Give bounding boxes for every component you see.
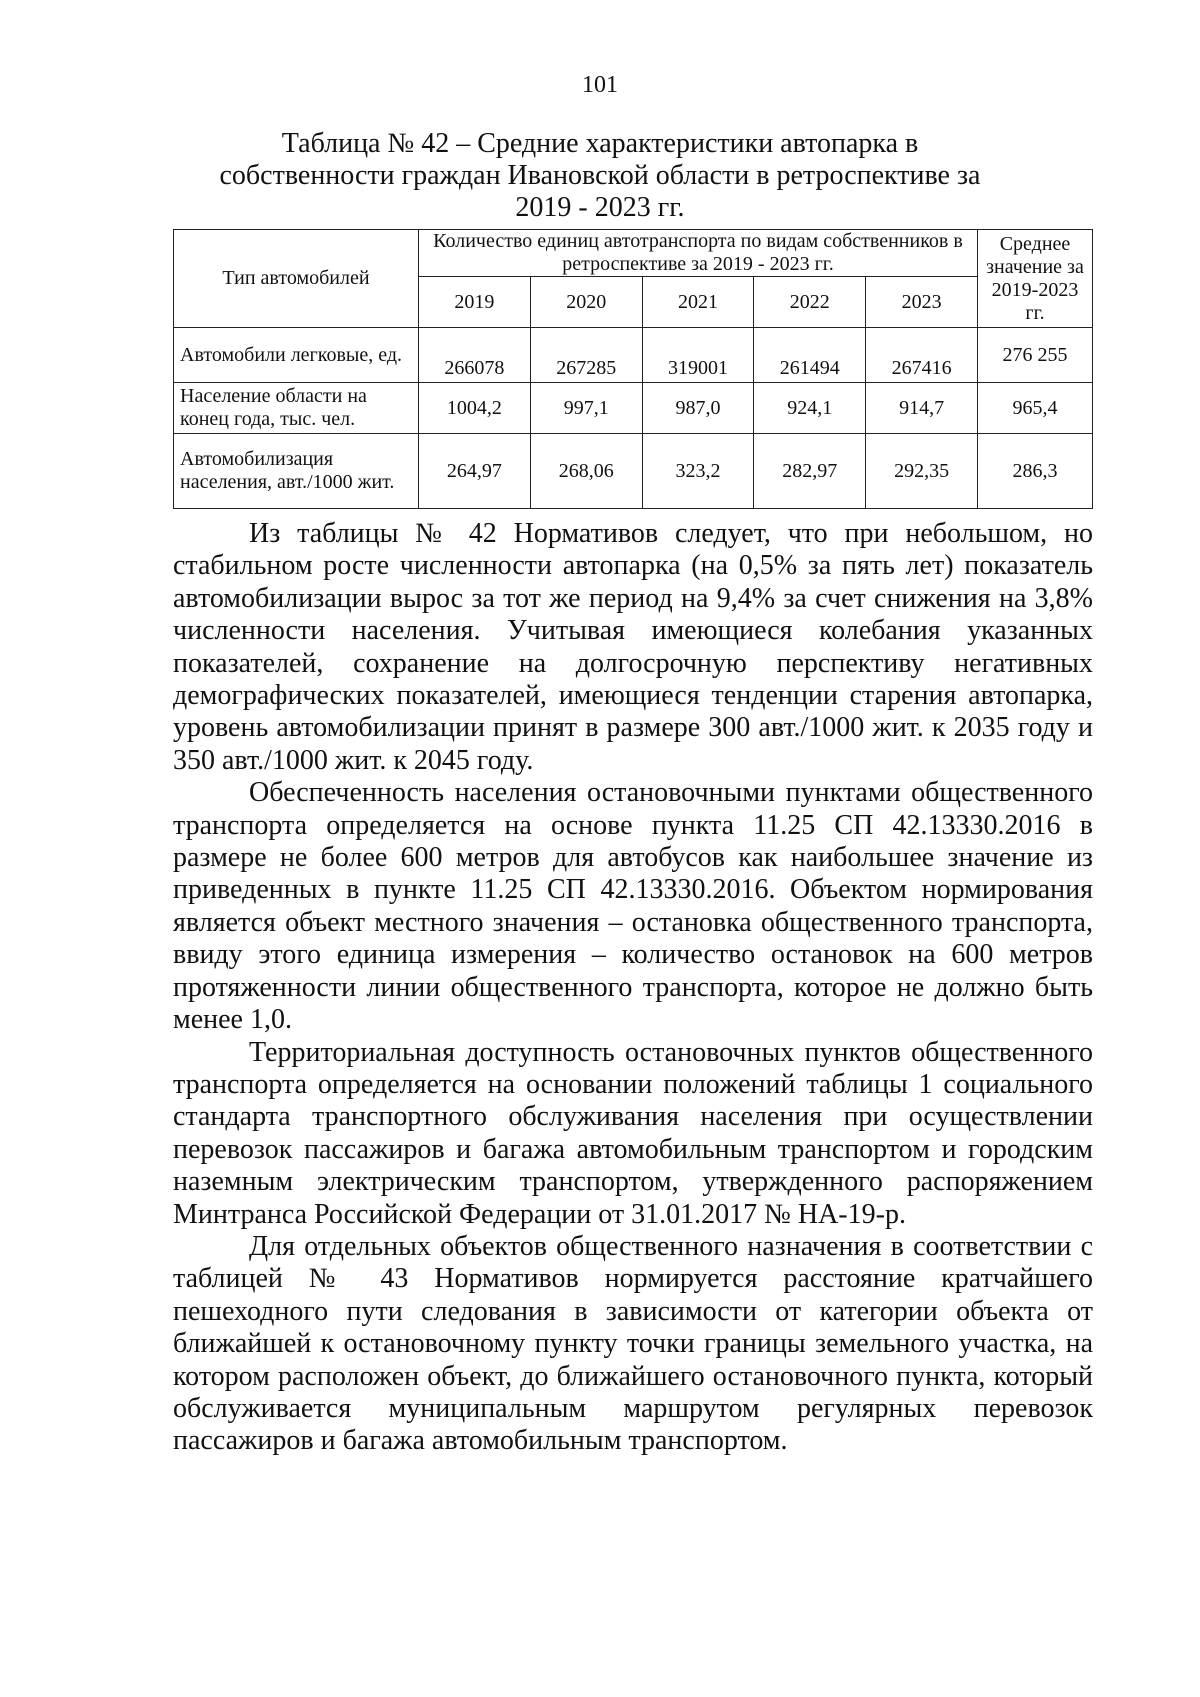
cell-value: 987,0 (642, 383, 754, 434)
header-year-2020: 2020 (530, 277, 642, 328)
vehicle-stats-table (173, 229, 1093, 509)
cell-value: 997,1 (530, 383, 642, 434)
cell-value: 1004,2 (419, 383, 531, 434)
paragraph: Для отдельных объектов общественного назначения в соответствии с таблицей № 43 Нормативов нормируется расстояние кратчайшего пешеходного пути следования в зависимости от категории объекта от ближайшей к остановочному пункту точки границы земельного участка, на котором расположен объект, до ближайшего остановочного пункта, который обслуживается муниципальным маршрутом регулярных перевозок пассажиров и багажа автомобильным транспортом. (173, 1230, 1093, 1457)
table-row-motorization (174, 434, 1093, 509)
cell-value: 264,97 (419, 434, 531, 509)
body-text (173, 518, 1093, 1458)
row-label: Автомобилизация населения, авт./1000 жит. (174, 434, 419, 509)
cell-value: 266078 (419, 328, 531, 383)
cell-value: 267285 (530, 328, 642, 383)
row-label: Население области на конец года, тыс. чел. (174, 383, 419, 434)
cell-value: 323,2 (642, 434, 754, 509)
header-average: Среднее значение за 2019-2023 гг. (978, 230, 1093, 328)
paragraph: Из таблицы № 42 Нормативов следует, что при небольшом, но стабильном росте численности автопарка (на 0,5% за пять лет) показатель автомобилизации вырос за тот же период на 9,4% за счет снижения на 3,8% численности населения. Учитывая имеющиеся колебания указанных показателей, сохранение на долгосрочную перспективу негативных демографических показателей, имеющиеся тенденции старения автопарка, уровень автомобилизации принят в размере 300 авт./1000 жит. к 2035 году и 350 авт./1000 жит. к 2045 году. (173, 518, 1093, 776)
cell-value: 319001 (642, 328, 754, 383)
table-row-population (174, 383, 1093, 434)
header-year-2023: 2023 (866, 277, 978, 328)
cell-value: 268,06 (530, 434, 642, 509)
page-number: 101 (582, 72, 618, 98)
header-ownership-group: Количество единиц автотранспорта по видам собственников в ретроспективе за 2019 - 2023 гг. (419, 230, 978, 277)
row-label: Автомобили легковые, ед. (174, 328, 419, 383)
cell-average: 286,3 (978, 434, 1093, 509)
cell-value: 292,35 (866, 434, 978, 509)
cell-average: 276 255 (978, 328, 1093, 383)
cell-value: 914,7 (866, 383, 978, 434)
paragraph: Обеспеченность населения остановочными пунктами общественного транспорта определяется на основе пункта 11.25 СП 42.13330.2016 в размере не более 600 метров для автобусов как наибольшее значение из приведенных в пункте 11.25 СП 42.13330.2016. Объектом нормирования является объект местного значения – остановка общественного транспорта, ввиду этого единица измерения – количество остановок на 600 метров протяженности линии общественного транспорта, которое не должно быть менее 1,0. (173, 777, 1093, 1036)
header-year-2022: 2022 (754, 277, 866, 328)
table-header-row (174, 230, 1093, 277)
header-year-2021: 2021 (642, 277, 754, 328)
table-row-passenger-cars (174, 328, 1093, 383)
cell-value: 267416 (866, 328, 978, 383)
cell-value: 282,97 (754, 434, 866, 509)
header-vehicle-type: Тип автомобилей (174, 230, 419, 328)
cell-value: 924,1 (754, 383, 866, 434)
table-caption: Таблица № 42 – Средние характеристики автопарка в собственности граждан Ивановской области в ретроспективе за 2019 - 2023 гг. (219, 128, 981, 223)
header-year-2019: 2019 (419, 277, 531, 328)
cell-value: 261494 (754, 328, 866, 383)
cell-average: 965,4 (978, 383, 1093, 434)
paragraph: Территориальная доступность остановочных пунктов общественного транспорта определяется на основании положений таблицы 1 социального стандарта транспортного обслуживания населения при осуществлении перевозок пассажиров и багажа автомобильным транспортом и городским наземным электрическим транспортом, утвержденного распоряжением Минтранса Российской Федерации от 31.01.2017 № НА-19-р. (173, 1036, 1093, 1230)
